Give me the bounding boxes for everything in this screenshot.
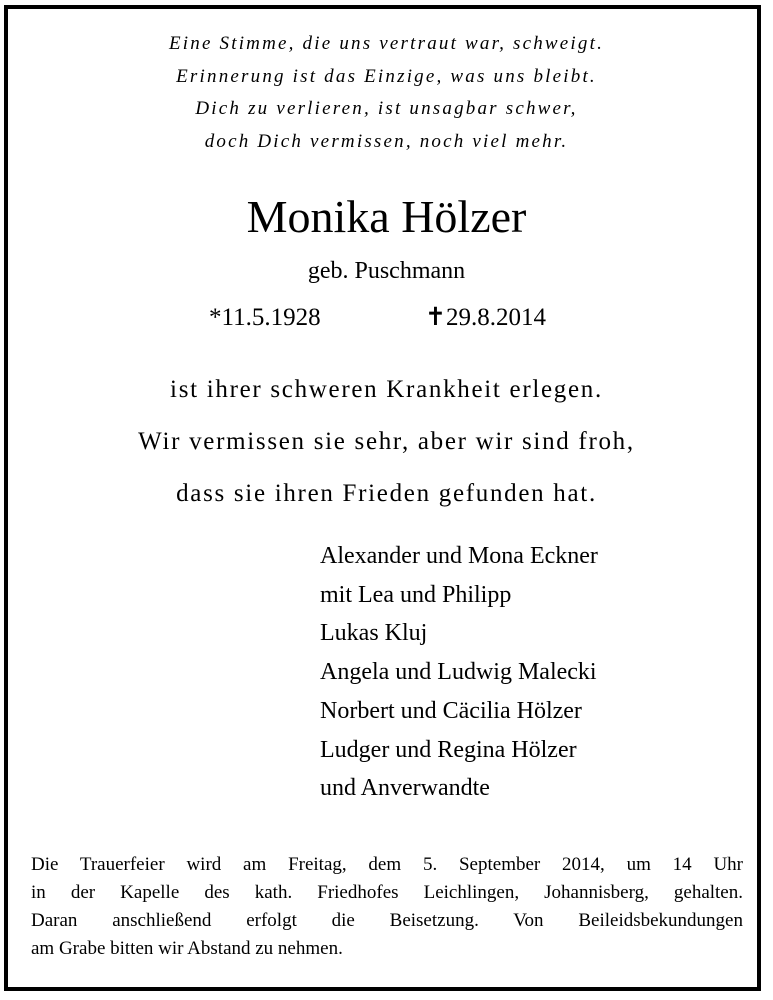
notice-line: Die Trauerfeier wird am Freitag, dem 5. September 2014, um 14 Uhr <box>31 854 743 875</box>
death-date: ✝29.8.2014 <box>425 304 546 331</box>
mourners-list <box>320 537 598 808</box>
deceased-name: Monika Hölzer <box>246 191 527 242</box>
mourner-entry: Norbert und Cäcilia Hölzer <box>320 697 582 724</box>
birth-date: *11.5.1928 <box>209 304 321 331</box>
mourner-entry: mit Lea und Philipp <box>320 581 512 608</box>
mourner-entry: Alexander und Mona Eckner <box>320 543 598 569</box>
announcement-line: Wir vermissen sie sehr, aber wir sind froh, <box>138 428 635 455</box>
funeral-notice <box>31 851 743 963</box>
mourner-entry: Lukas Kluj <box>320 620 428 647</box>
announcement-line: ist ihrer schweren Krankheit erlegen. <box>170 376 603 403</box>
mourner-entry: Ludger und Regina Hölzer <box>320 736 577 763</box>
mourner-entry: Angela und Ludwig Malecki <box>320 659 597 686</box>
announcement-line: dass sie ihren Frieden gefunden hat. <box>176 480 597 507</box>
mourner-entry: und Anverwandte <box>320 775 490 802</box>
memorial-poem <box>0 28 773 158</box>
life-dates <box>0 302 773 334</box>
notice-line: am Grabe bitten wir Abstand zu nehmen. <box>31 938 343 959</box>
poem-line: Erinnerung ist das Einzige, was uns bleibt. <box>176 65 597 87</box>
maiden-name: geb. Puschmann <box>307 258 466 284</box>
notice-line: Daran anschließend erfolgt die Beisetzung. Von Beileidsbekundungen <box>31 910 743 931</box>
notice-line: in der Kapelle des kath. Friedhofes Leichlingen, Johannisberg, gehalten. <box>31 882 743 903</box>
poem-line: Eine Stimme, die uns vertraut war, schweigt. <box>168 33 605 54</box>
announcement-text <box>0 364 773 520</box>
poem-line: Dich zu verlieren, ist unsagbar schwer, <box>195 98 578 119</box>
poem-line: doch Dich vermissen, noch viel mehr. <box>204 130 569 152</box>
